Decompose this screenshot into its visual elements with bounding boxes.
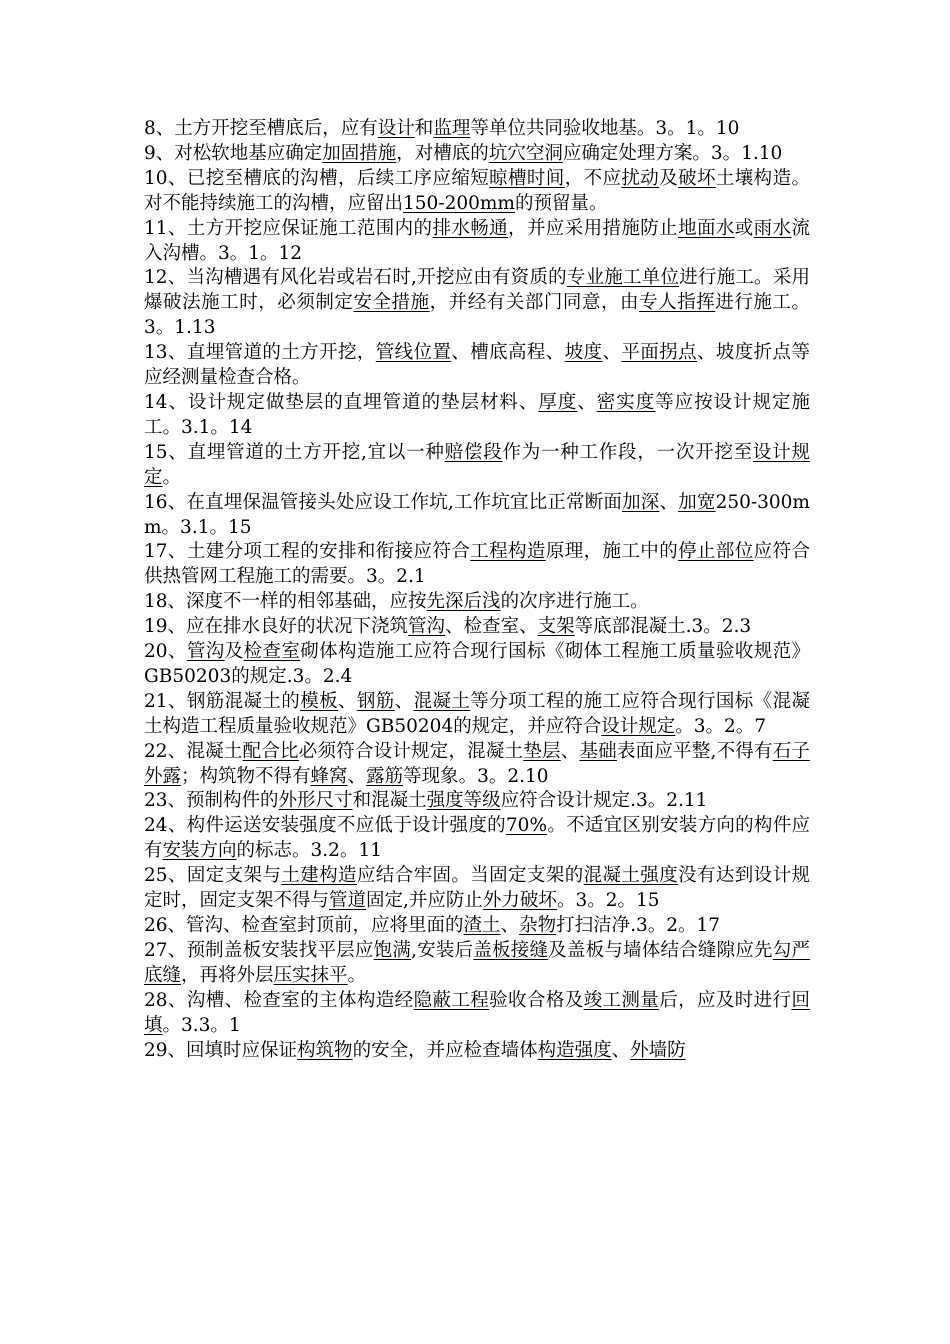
text-segment: 、 bbox=[659, 491, 679, 513]
text-segment: 等应按设计规定施工。3.1。14 bbox=[144, 391, 810, 438]
underlined-term: 垫层 bbox=[523, 740, 561, 762]
text-segment: 及 bbox=[659, 167, 679, 189]
underlined-term: 强度等级 bbox=[426, 790, 501, 812]
underlined-term: 盖板接缝 bbox=[473, 939, 549, 961]
text-segment: 的次序进行施工。 bbox=[500, 591, 649, 613]
underlined-term: 外墙防 bbox=[630, 1039, 686, 1061]
text-segment: 29、回填时应保证 bbox=[144, 1039, 298, 1061]
text-segment: ，再将外层 bbox=[181, 964, 274, 986]
list-item-8 bbox=[144, 117, 810, 142]
underlined-term: 安全措施 bbox=[353, 292, 430, 314]
underlined-term: 坑穴空洞 bbox=[488, 142, 563, 164]
text-segment: 18、深度不一样的相邻基础，应按 bbox=[144, 591, 427, 613]
text-segment: 。不适宜区别安装方向的构件应有 bbox=[144, 815, 810, 862]
underlined-term: 模板 bbox=[300, 690, 338, 712]
underlined-term: 雨水 bbox=[753, 217, 792, 239]
text-segment: 250-300mm。3.1。15 bbox=[144, 491, 810, 538]
underlined-term: 露筋 bbox=[366, 765, 404, 787]
underlined-term: 渣土 bbox=[463, 915, 501, 936]
text-segment: 13、直埋管道的土方开挖， bbox=[144, 342, 376, 364]
underlined-term: 专业施工单位 bbox=[566, 267, 680, 289]
list-item-21 bbox=[144, 690, 810, 740]
text-segment: 11、土方开挖应保证施工范围内的 bbox=[144, 217, 433, 239]
list-item-17 bbox=[144, 540, 810, 590]
text-segment: 进行施工。3。1.13 bbox=[144, 292, 810, 339]
underlined-term: 构筑物 bbox=[297, 1039, 353, 1061]
text-segment: 必须符合设计规定，混凝土 bbox=[298, 740, 524, 762]
text-segment: 原理，施工中的 bbox=[545, 541, 679, 563]
text-segment: 27、预制盖板安装找平层应 bbox=[144, 939, 374, 961]
list-item-9 bbox=[144, 142, 810, 167]
underlined-term: 赔偿段 bbox=[444, 441, 503, 463]
text-segment: 、检查室、 bbox=[445, 616, 538, 638]
text-segment: 14、设计规定做垫层的直埋管道的垫层材料、 bbox=[144, 391, 539, 413]
underlined-term: 杂物 bbox=[519, 915, 557, 936]
text-segment: 没有达到设计规定时，固定支架不得与 bbox=[144, 865, 810, 912]
text-segment: 24、构件运送安装强度不应低于设计强度的 bbox=[144, 815, 506, 837]
text-segment: 16、在直埋保温管接头处应设工作坑,工作坑宜比正常断面 bbox=[144, 491, 623, 513]
text-segment: 砌体构造施工应符合现行国标《砌体工程施工质量验收规范》GB50203的规定.3。2.4 bbox=[144, 641, 810, 687]
text-segment: ，并应采用措施防止 bbox=[508, 217, 679, 239]
list-item-22 bbox=[144, 740, 810, 790]
text-segment: ，对槽底的 bbox=[396, 142, 489, 164]
underlined-term: 竣工测量 bbox=[583, 989, 660, 1011]
underlined-term: 管道 bbox=[329, 890, 367, 912]
underlined-term: 隐蔽工程 bbox=[413, 989, 490, 1011]
underlined-term: 饱满 bbox=[373, 939, 412, 961]
underlined-term: 70% bbox=[505, 815, 548, 837]
text-segment: 。3.3。1 bbox=[162, 1014, 241, 1036]
text-segment: 、 bbox=[602, 342, 622, 364]
underlined-term: 排水畅通 bbox=[432, 217, 509, 239]
list-item-23 bbox=[144, 789, 810, 814]
list-item-27 bbox=[144, 939, 810, 989]
underlined-term: 加深 bbox=[622, 491, 660, 513]
text-segment: 、坡度折点等应经测量检查合格。 bbox=[144, 342, 810, 389]
text-segment: 后，应及时进行 bbox=[659, 989, 792, 1011]
underlined-term: 地面水 bbox=[678, 217, 735, 239]
list-item-28 bbox=[144, 989, 810, 1039]
text-segment: ，并经有关部门同意，由 bbox=[429, 292, 640, 314]
text-segment: 23、预制构件的 bbox=[144, 790, 279, 812]
underlined-term: 设计 bbox=[377, 118, 415, 139]
text-segment: 土壤构造。对不能持续施工的沟槽，应留出 bbox=[144, 167, 810, 214]
text-segment: 、槽底高程、 bbox=[451, 342, 565, 364]
text-segment: 28、沟槽、检查室的主体构造经 bbox=[144, 989, 414, 1011]
underlined-term: 管沟 bbox=[186, 641, 225, 663]
underlined-term: 工程构造 bbox=[470, 541, 546, 563]
text-segment: 等单位共同验收地基。3。1。10 bbox=[470, 118, 740, 139]
underlined-term: 先深后浅 bbox=[426, 591, 501, 613]
text-segment: 的安全，并应检查墙体 bbox=[352, 1039, 538, 1061]
text-segment: 验收合格及 bbox=[489, 989, 584, 1011]
text-segment: 15、直埋管道的土方开挖,宜以一种 bbox=[144, 441, 445, 463]
underlined-term: 设计规定 bbox=[144, 441, 810, 488]
text-segment: 19、应在排水良好的状况下浇筑 bbox=[144, 616, 409, 638]
text-segment: 。 bbox=[347, 964, 367, 986]
text-segment: 等分项工程的施工应符合现行国标《混凝土构造工程质量验收规范》GB50204的规定，并应符合 bbox=[144, 690, 810, 737]
text-segment: 应确定处理方案。3。1.10 bbox=[562, 142, 783, 164]
text-segment: 及 bbox=[224, 641, 244, 663]
text-segment: 的标志。3.2。11 bbox=[236, 840, 382, 862]
underlined-term: 停止部位 bbox=[678, 541, 754, 563]
underlined-term: 压实抹平 bbox=[273, 964, 348, 986]
text-segment: 和 bbox=[414, 118, 434, 139]
underlined-term: 支架 bbox=[537, 616, 575, 638]
text-segment: 的预留量。 bbox=[514, 192, 608, 214]
text-segment: 作为一种工作段，一次开挖至 bbox=[502, 441, 753, 463]
text-segment: 、 bbox=[394, 690, 414, 712]
text-segment: ,安装后 bbox=[411, 939, 474, 961]
underlined-term: 回填 bbox=[144, 989, 810, 1036]
text-segment: 17、土建分项工程的安排和衔接应符合 bbox=[144, 541, 471, 563]
text-segment: 流入沟槽。3。1。12 bbox=[144, 217, 810, 264]
text-segment: 20、 bbox=[144, 641, 187, 663]
underlined-term: 管沟 bbox=[408, 616, 446, 638]
underlined-term: 蜂窝 bbox=[310, 765, 348, 787]
text-segment: ；构筑物不得有 bbox=[181, 765, 311, 787]
text-segment: 、 bbox=[337, 690, 357, 712]
underlined-term: 扰动 bbox=[621, 167, 660, 189]
text-segment: 12、当沟槽遇有风化岩或岩石时,开挖应由有资质的 bbox=[144, 267, 567, 289]
underlined-term: 混凝土强度 bbox=[583, 865, 679, 887]
list-item-16 bbox=[144, 491, 810, 541]
underlined-term: 外力破坏 bbox=[482, 890, 557, 912]
underlined-term: 平面拐点 bbox=[621, 342, 697, 364]
text-segment: 及盖板与墙体结合缝隙应先 bbox=[548, 939, 773, 961]
text-segment: 打扫洁净.3。2。17 bbox=[556, 915, 721, 936]
underlined-term: 勾严底缝 bbox=[144, 939, 810, 986]
text-segment: 应符合设计规定.3。2.11 bbox=[500, 790, 708, 812]
list-item-20 bbox=[144, 640, 810, 690]
document-body bbox=[144, 117, 810, 1063]
list-item-18 bbox=[144, 590, 810, 615]
underlined-term: 150-200mm bbox=[403, 192, 515, 214]
text-segment: 22、混凝土 bbox=[144, 740, 243, 762]
text-segment: 进行施工。采用爆破法施工时，必须制定 bbox=[144, 267, 810, 314]
text-segment: 、 bbox=[560, 740, 580, 762]
list-item-19 bbox=[144, 615, 810, 640]
underlined-term: 配合比 bbox=[242, 740, 299, 762]
underlined-term: 混凝土 bbox=[413, 690, 471, 712]
underlined-term: 破坏 bbox=[678, 167, 716, 189]
text-segment: 26、管沟、检查室封顶前，应将里面的 bbox=[144, 915, 464, 936]
underlined-term: 基础 bbox=[579, 740, 617, 762]
text-segment: 。3。2。15 bbox=[556, 890, 660, 912]
text-segment: 10、已挖至槽底的沟槽，后续工序应缩短 bbox=[144, 167, 490, 189]
list-item-13 bbox=[144, 341, 810, 391]
text-segment: 、 bbox=[500, 915, 520, 936]
underlined-term: 加固措施 bbox=[322, 142, 397, 164]
text-segment: 、 bbox=[347, 765, 367, 787]
text-segment: 等底部混凝土.3。2.3 bbox=[574, 616, 752, 638]
underlined-term: 石子外露 bbox=[144, 740, 810, 787]
underlined-term: 设计规定 bbox=[601, 715, 676, 737]
underlined-term: 坡度 bbox=[564, 342, 603, 364]
text-segment: 应结合牢固。当固定支架的 bbox=[356, 865, 584, 887]
list-item-10 bbox=[144, 167, 810, 217]
text-segment: ，不应 bbox=[564, 167, 622, 189]
underlined-term: 晾槽时间 bbox=[489, 167, 565, 189]
list-item-11 bbox=[144, 217, 810, 267]
underlined-term: 厚度 bbox=[538, 391, 578, 413]
underlined-term: 土建构造 bbox=[281, 865, 357, 887]
list-item-24 bbox=[144, 814, 810, 864]
list-item-25 bbox=[144, 864, 810, 914]
underlined-term: 构造强度 bbox=[537, 1039, 612, 1061]
underlined-term: 加宽 bbox=[678, 491, 716, 513]
text-segment: 应符合供热管网工程施工的需要。3。2.1 bbox=[144, 541, 810, 588]
underlined-term: 专人指挥 bbox=[639, 292, 716, 314]
text-segment: 、 bbox=[577, 391, 597, 413]
underlined-term: 监理 bbox=[433, 118, 471, 139]
text-segment: 固定,并应防止 bbox=[366, 890, 483, 912]
text-segment: 8、土方开挖至槽底后，应有 bbox=[144, 118, 378, 139]
underlined-term: 安装方向 bbox=[162, 840, 237, 862]
text-segment: 和混凝土 bbox=[352, 790, 427, 812]
text-segment: 或 bbox=[734, 217, 754, 239]
underlined-term: 管线位置 bbox=[375, 342, 452, 364]
underlined-term: 外形尺寸 bbox=[278, 790, 353, 812]
text-segment: 。3。2。7 bbox=[675, 715, 767, 737]
text-segment: 等现象。3。2.10 bbox=[403, 765, 549, 787]
text-segment: 9、对松软地基应确定 bbox=[144, 142, 323, 164]
list-item-12 bbox=[144, 266, 810, 341]
list-item-29 bbox=[144, 1039, 810, 1064]
list-item-15 bbox=[144, 441, 810, 491]
text-segment: 。 bbox=[162, 466, 182, 488]
text-segment: 25、固定支架与 bbox=[144, 865, 282, 887]
text-segment: 表面应平整,不得有 bbox=[616, 740, 773, 762]
text-segment: 21、钢筋混凝土的 bbox=[144, 690, 301, 712]
underlined-term: 密实度 bbox=[596, 391, 656, 413]
list-item-14 bbox=[144, 391, 810, 441]
underlined-term: 钢筋 bbox=[356, 690, 395, 712]
text-segment: 、 bbox=[611, 1039, 631, 1061]
list-item-26 bbox=[144, 914, 810, 939]
underlined-term: 检查室 bbox=[243, 641, 301, 663]
